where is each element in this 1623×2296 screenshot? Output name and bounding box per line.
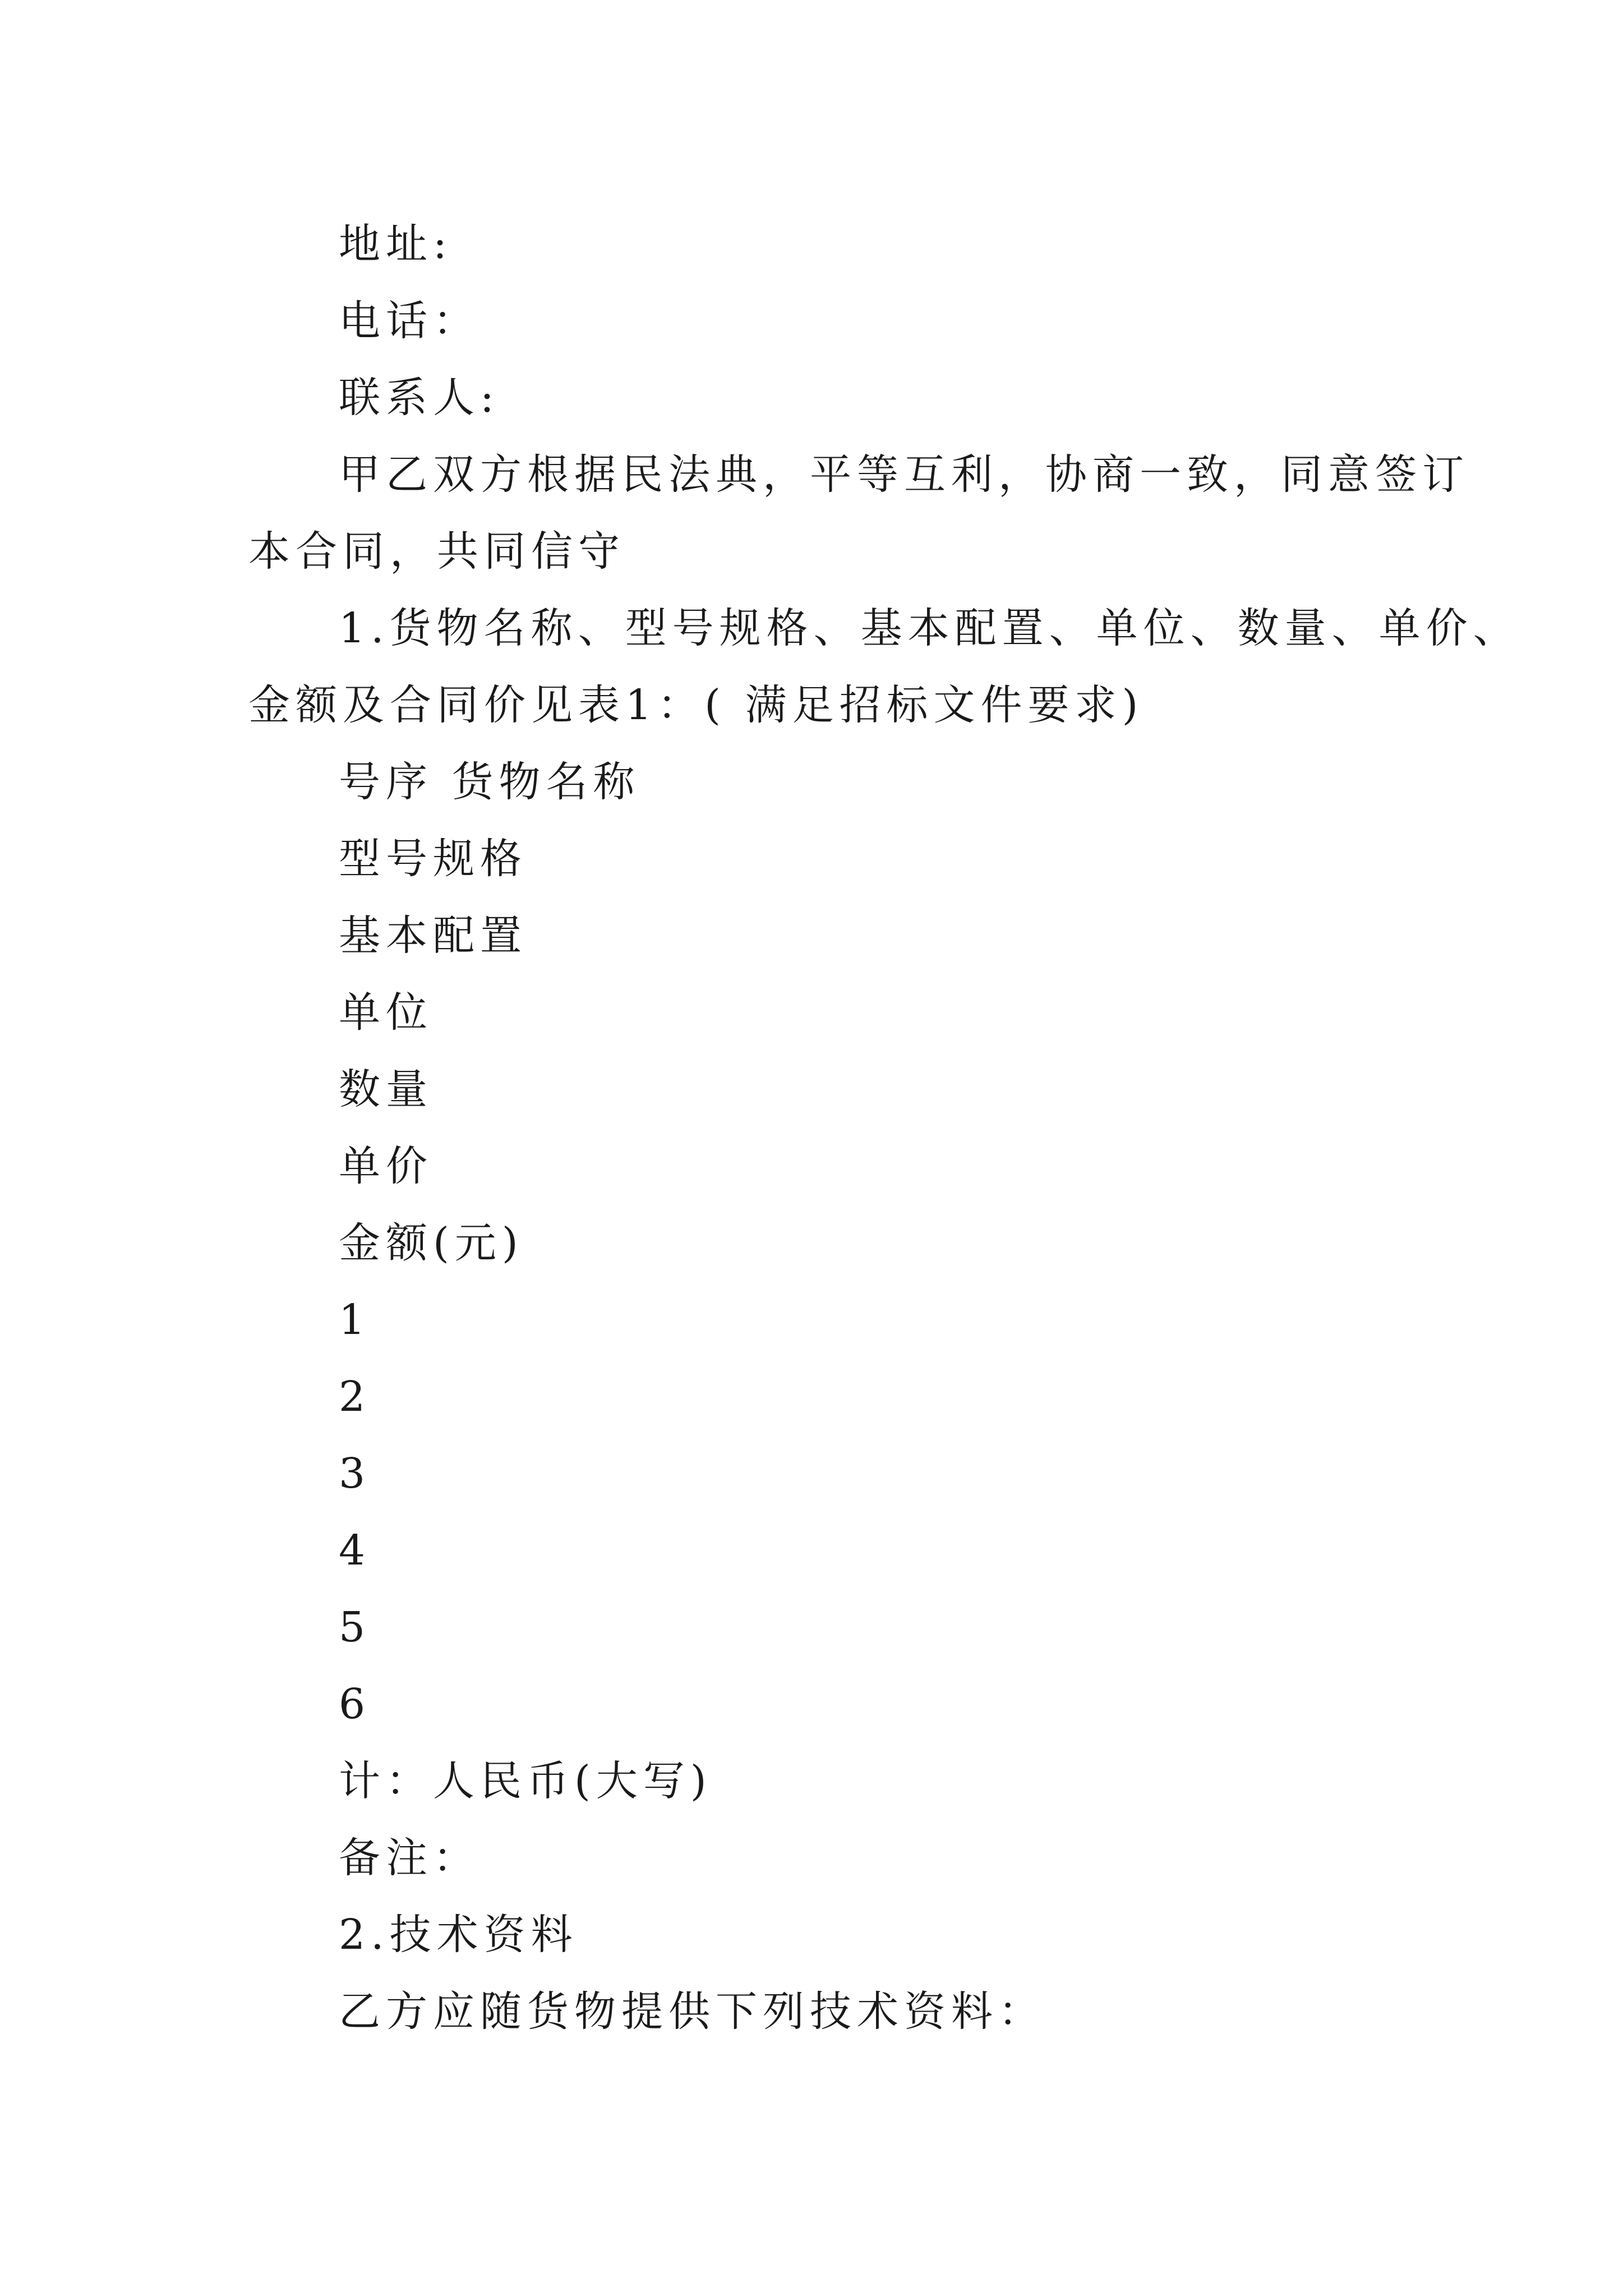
table-header-seq-and-name: 号序 货物名称: [339, 758, 640, 806]
clause-2-heading: 2.技术资料: [339, 1911, 578, 1959]
table-row-number: 3: [339, 1450, 371, 1498]
clause-1-line-2: 金额及合同价见表1：( 满足招标文件要求): [248, 681, 1144, 729]
table-row-number: 5: [339, 1603, 371, 1651]
table-row-number: 1: [339, 1296, 371, 1344]
clause-1-line-1: 1.货物名称、型号规格、基本配置、单位、数量、单价、: [339, 604, 1520, 652]
table-header-unit: 单位: [339, 988, 433, 1037]
table-header-unit-price: 单价: [339, 1142, 433, 1190]
table-row-number: 6: [339, 1680, 371, 1728]
contact-person-label: 联系人:: [339, 374, 500, 422]
table-header-quantity: 数量: [339, 1065, 433, 1114]
agreement-paragraph-line-2: 本合同，共同信守: [248, 527, 625, 576]
phone-label: 电话：: [339, 297, 480, 345]
table-header-amount: 金额(元): [339, 1219, 524, 1267]
table-header-model: 型号规格: [339, 835, 527, 883]
clause-2-text: 乙方应随货物提供下列技术资料：: [339, 1987, 1045, 2036]
table-row-number: 4: [339, 1526, 371, 1575]
agreement-paragraph-line-1: 甲乙双方根据民法典，平等互利，协商一致，同意签订: [339, 450, 1469, 499]
remarks-label: 备注：: [339, 1834, 480, 1882]
total-rmb-label: 计：人民币(大写): [339, 1757, 712, 1805]
table-row-number: 2: [339, 1373, 371, 1421]
address-label: 地址:: [339, 220, 453, 268]
table-header-config: 基本配置: [339, 912, 527, 960]
